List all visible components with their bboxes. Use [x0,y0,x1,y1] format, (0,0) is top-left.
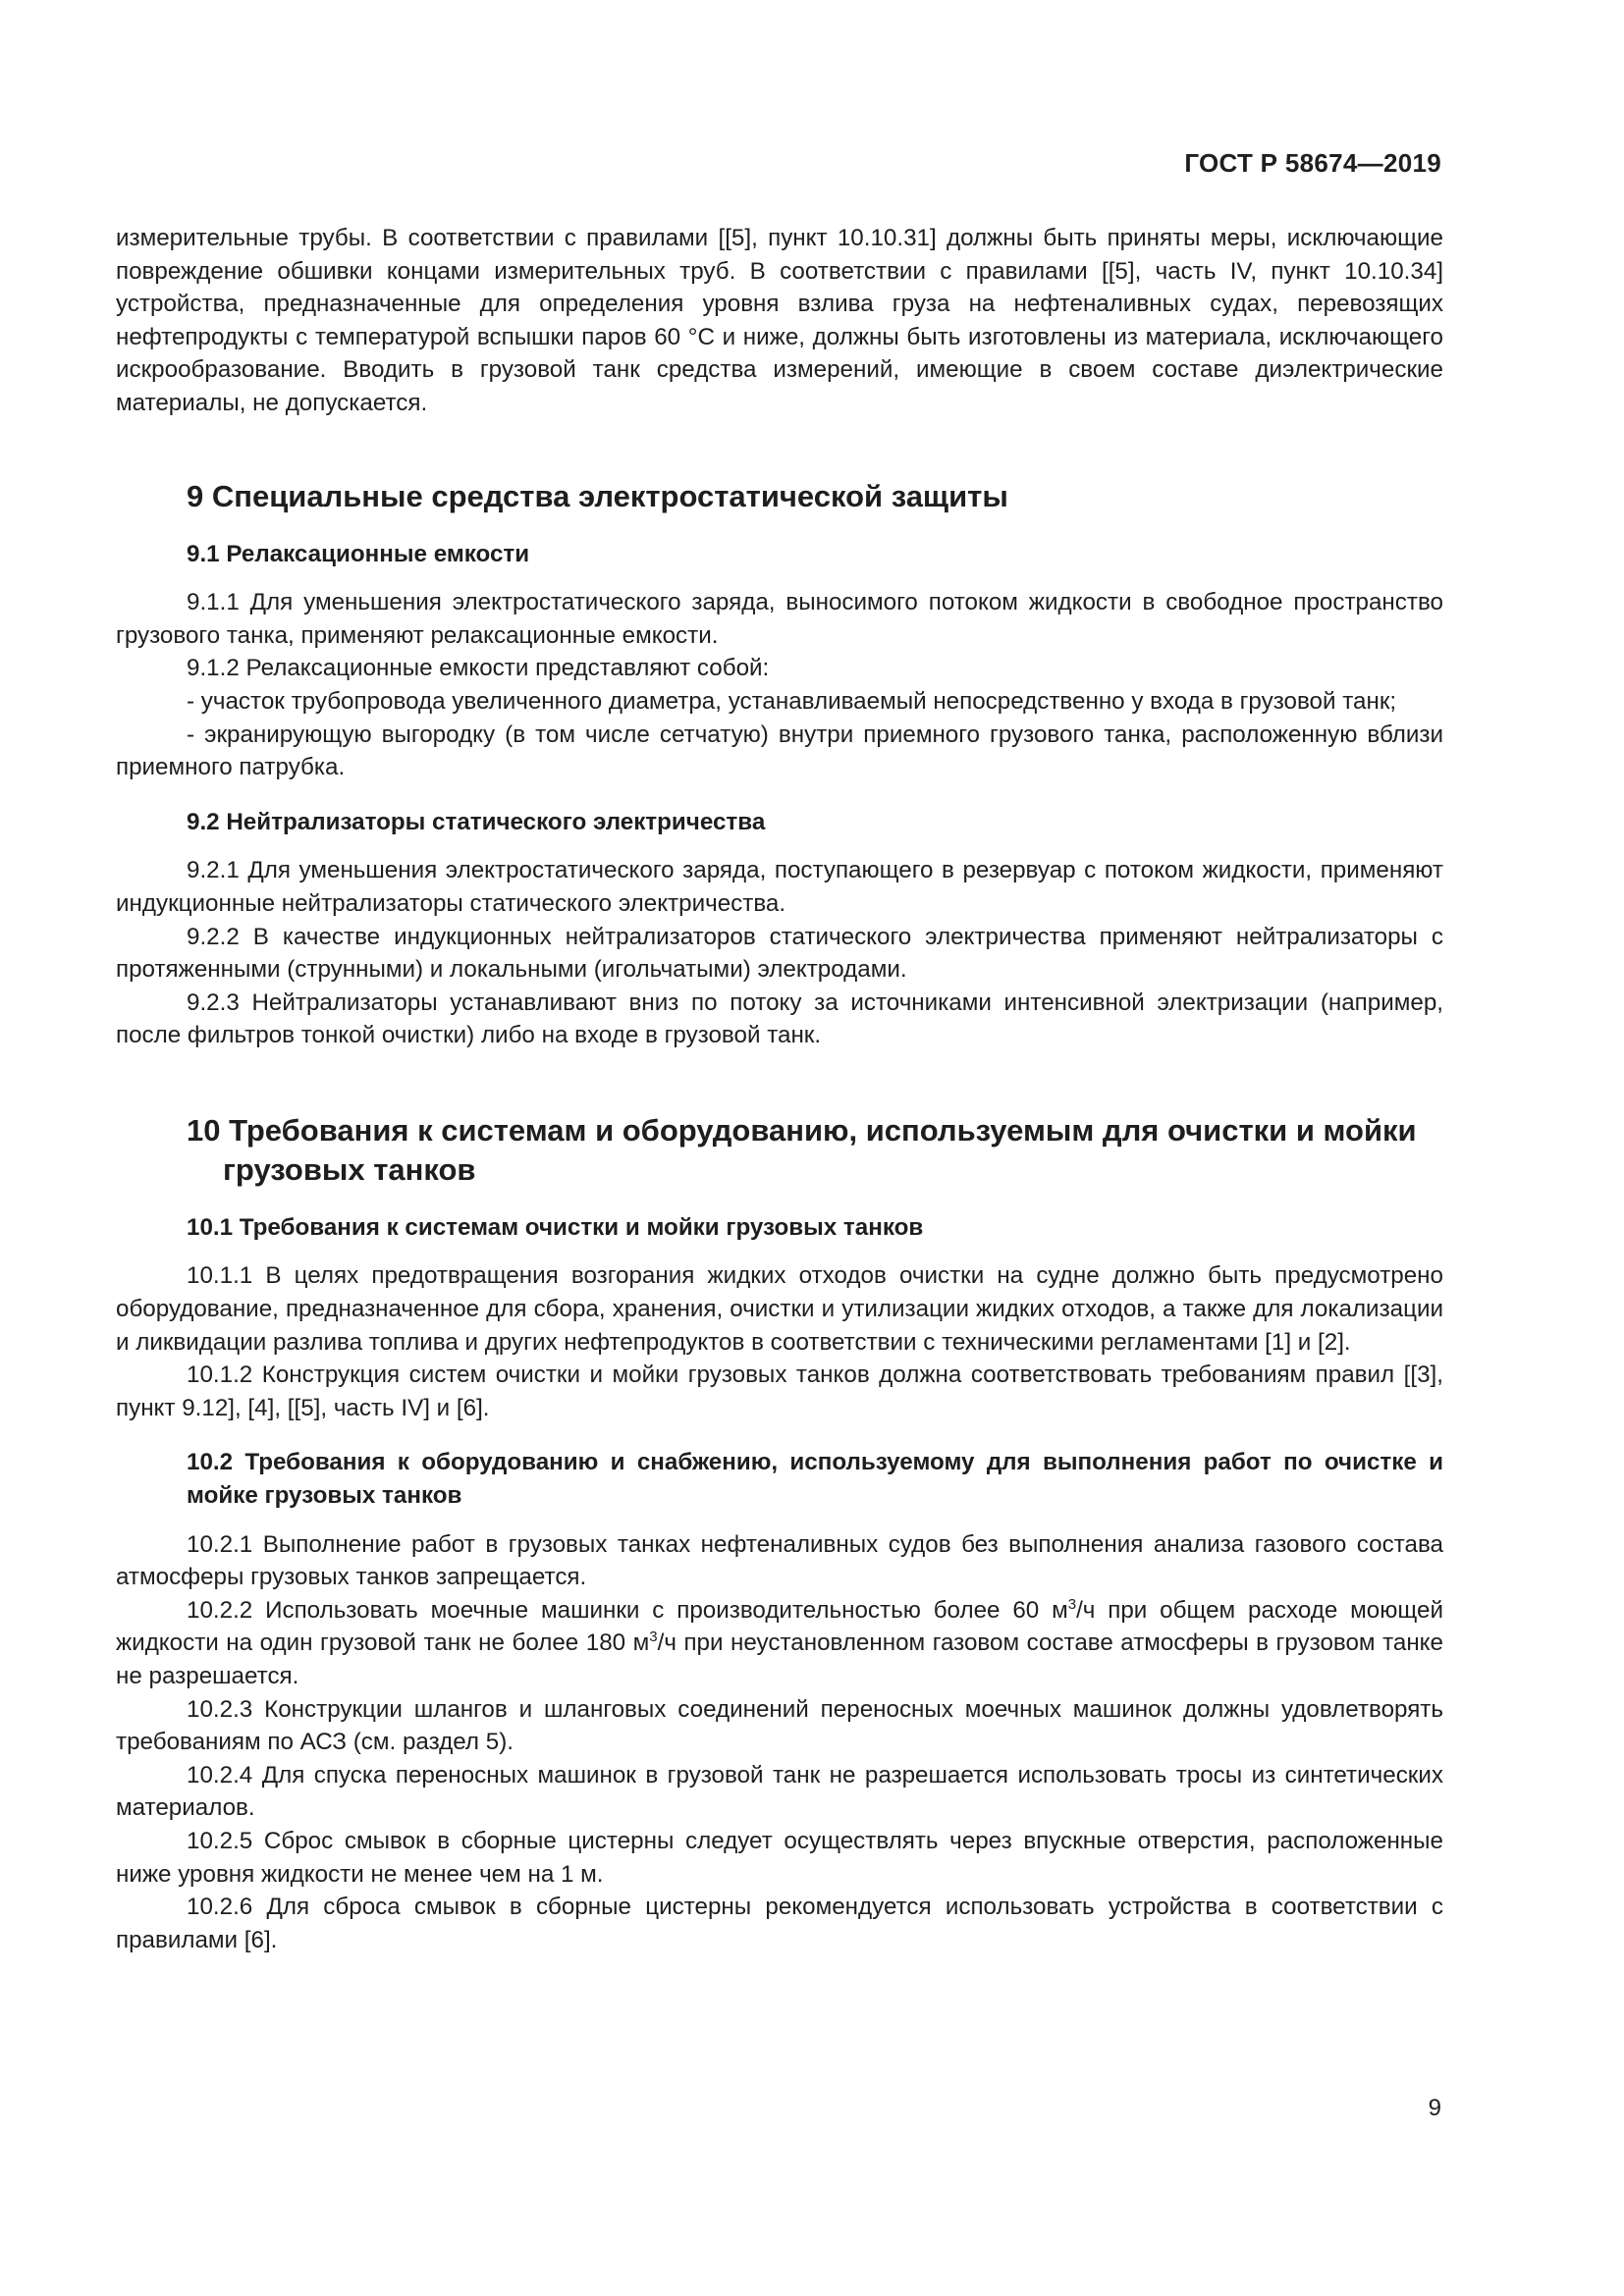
superscript-cubic: 3 [1067,1595,1077,1613]
subsection-10-1-heading: 10.1 Требования к системам очистки и мойки грузовых танков [187,1213,924,1241]
paragraph-10-2-4: 10.2.4 Для спуска переносных машинок в грузовой танк не разрешается использовать тросы из синтетических материалов. [116,1761,1443,1822]
paragraph-9-2-2: 9.2.2 В качестве индукционных нейтрализаторов статического электричества применяют нейтрализаторы с протяженными (струнными) и локальными (игольчатыми) электродами. [116,923,1443,984]
paragraph-10-2-6: 10.2.6 Для сброса смывок в сборные цистерны рекомендуется использовать устройства в соответствии с правилами [6]. [116,1894,1443,1953]
paragraph-9-2-3: 9.2.3 Нейтрализаторы устанавливают вниз по потоку за источниками интенсивной электризации (например, после фильтров тонкой очистки) либо на входе в грузовой танк. [116,988,1443,1049]
paragraph-9-1-2: 9.1.2 Релаксационные емкости представляют собой: [187,655,770,682]
intro-paragraph: измерительные трубы. В соответствии с правилами [[5], пункт 10.10.31] должны быть приняты меры, исключающие повреждение обшивки концами измерительных труб. В соответствии с правилами [[5], часть IV, пункт 10.10.34] устройства, предназначенные для определения уровня взлива груза на нефтеналивных судах, перевозящих нефтепродукты с температурой вспышки паров 60 °С и ниже, должны быть изготовлены из материала, исключающего искрообразование. Вводить в грузовой танк средства измерений, имеющие в своем составе диэлектрические материалы, не допускается. [116,225,1443,416]
subsection-9-1-heading: 9.1 Релаксационные емкости [187,540,530,567]
paragraph-10-1-2: 10.1.2 Конструкция систем очистки и мойки грузовых танков должна соответствовать требованиям правил [[3], пункт 9.12], [4], [[5], часть IV] и [6]. [116,1362,1443,1421]
paragraph-10-2-2-part-c: /ч при неустановленном газовом составе атмосферы в грузовом танке не разрешается. [116,1629,1443,1689]
paragraph-10-2-5: 10.2.5 Сброс смывок в сборные цистерны следует осуществлять через впускные отверстия, расположенные ниже уровня жидкости не менее чем на 1 м. [116,1827,1443,1888]
paragraph-9-1-1: 9.1.1 Для уменьшения электростатического заряда, выносимого потоком жидкости в свободное пространство грузового танка, применяют релаксационные емкости. [116,589,1443,649]
page-number: 9 [1428,2095,1441,2121]
paragraph-10-2-2-part-a: 10.2.2 Использовать моечные машинки с производительностью более 60 м [187,1596,1068,1624]
document-header: ГОСТ Р 58674—2019 [1184,148,1441,178]
list-item-pipeline: - участок трубопровода увеличенного диаметра, устанавливаемый непосредственно у входа в грузовой танк; [187,687,1397,715]
section-10-heading: 10 Требования к системам и оборудованию, используемым для очистки и мойки грузовых танков [187,1112,1417,1187]
paragraph-10-2-3: 10.2.3 Конструкции шлангов и шланговых соединений переносных моечных машинок должны удовлетворять требованиям по АСЗ (см. раздел 5). [116,1695,1443,1756]
paragraph-9-2-1: 9.2.1 Для уменьшения электростатического заряда, поступающего в резервуар с потоком жидкости, применяют индукционные нейтрализаторы статического электричества. [116,857,1443,917]
list-item-shield: - экранирующую выгородку (в том числе сетчатую) внутри приемного грузового танка, расположенную вблизи приемного патрубка. [116,721,1443,781]
paragraph-10-2-1: 10.2.1 Выполнение работ в грузовых танках нефтеналивных судов без выполнения анализа газового состава атмосферы грузовых танков запрещается. [116,1530,1443,1591]
paragraph-10-2-2 [116,1594,1443,1693]
paragraph-10-1-1: 10.1.1 В целях предотвращения возгорания жидких отходов очистки на судне должно быть предусмотрено оборудование, предназначенное для сбора, хранения, очистки и утилизации жидких отходов, а также для локализации и ликвидации разлива топлива и других нефтепродуктов в соответствии с техническими регламентами [1] и [2]. [116,1262,1443,1356]
subsection-9-2-heading: 9.2 Нейтрализаторы статического электричества [187,808,766,835]
document-body [116,222,1443,1956]
section-9-heading: 9 Специальные средства электростатической защиты [187,478,1008,513]
subsection-10-2-heading: 10.2 Требования к оборудованию и снабжению, используемому для выполнения работ по очистке и мойке грузовых танков [187,1449,1443,1510]
superscript-cubic: 3 [649,1629,658,1646]
paragraph-10-2-2-part-b: /ч при общем расходе моющей жидкости на один грузовой танк не более 180 м [116,1596,1443,1657]
